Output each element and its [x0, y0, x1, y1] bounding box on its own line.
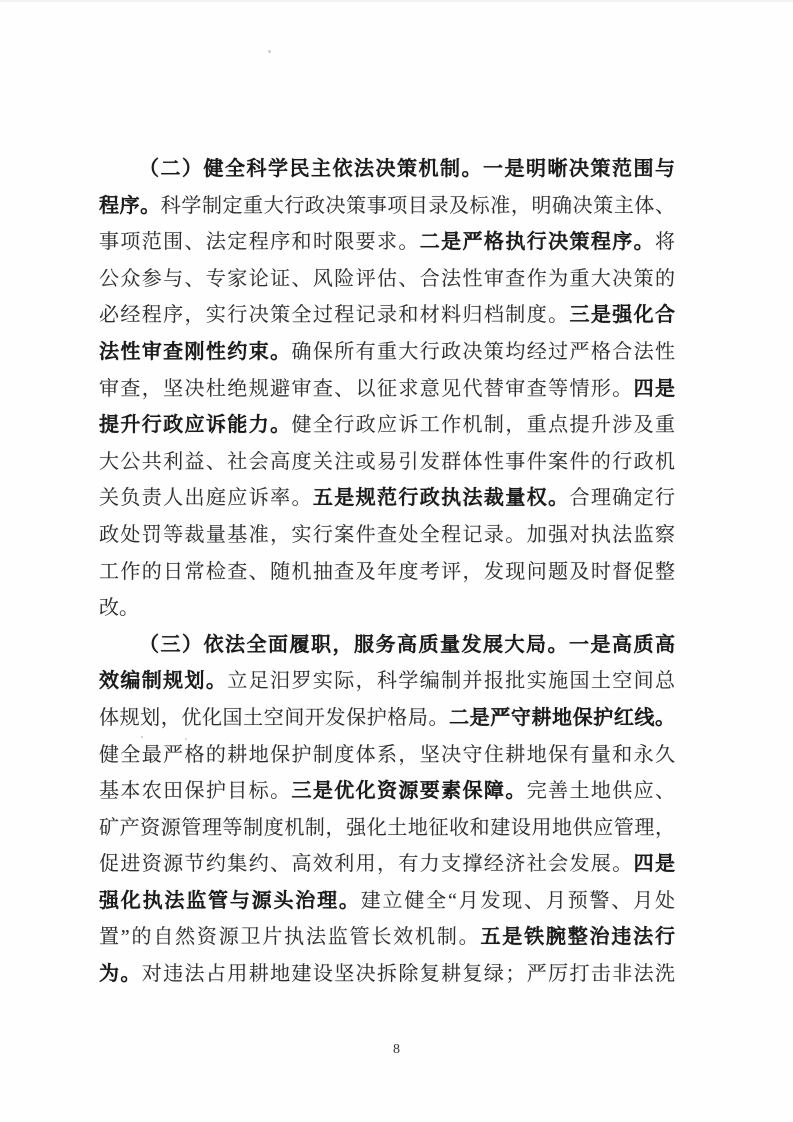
- text-line-4: [99, 261, 675, 298]
- text-segment: 事项范围、法定程序和时限要求。: [99, 231, 420, 254]
- bold-text-segment: 一是明晰决策范围与: [483, 158, 675, 180]
- bold-text-segment: 法性审查刚性约束。: [99, 340, 292, 363]
- text-segment: 置”的自然资源卫片执法监管长效机制。: [99, 926, 481, 949]
- text-segment: 改。: [99, 597, 139, 620]
- bold-text-segment: 二是严守耕地保护红线。: [449, 706, 675, 729]
- bold-text-segment: 三是强化合: [569, 304, 675, 327]
- text-line-20: [99, 846, 675, 883]
- text-line-19: [99, 810, 675, 847]
- text-segment: 健全最严格的耕地保护制度体系，坚决守住耕地保有量和永久: [99, 743, 675, 766]
- text-line-7: [99, 371, 675, 408]
- text-segment: 完善土地供应、: [526, 780, 675, 803]
- text-line-23: [99, 956, 675, 993]
- text-segment: 关负责人出庭应诉率。: [99, 487, 313, 510]
- text-line-16: [99, 700, 675, 737]
- text-segment: 将: [655, 231, 675, 254]
- bold-text-segment: 二是严格执行决策程序。: [419, 231, 656, 254]
- text-line-9: [99, 444, 675, 481]
- bold-text-segment: 四是: [633, 377, 675, 400]
- bold-text-segment: 五是规范行政执法裁量权。: [312, 487, 570, 510]
- scan-speck: [268, 50, 271, 53]
- bold-text-segment: 强化执法监管与源头治理。: [99, 889, 361, 912]
- text-line-3: [99, 224, 675, 261]
- bold-text-segment: 三是优化资源要素保障。: [291, 780, 527, 803]
- text-segment: 矿产资源管理等制度机制，强化土地征收和建设用地供应管理，: [99, 816, 675, 839]
- text-line-6: [99, 334, 675, 371]
- bold-text-segment: 程序。: [99, 194, 161, 217]
- text-segment: 政处罚等裁量基准，实行案件查处全程记录。加强对执法监察: [99, 523, 675, 546]
- document-body: [99, 151, 675, 993]
- text-line-21: [99, 883, 675, 920]
- text-line-1: [99, 151, 675, 188]
- text-segment: 合理确定行: [569, 487, 675, 510]
- bold-text-segment: 一是高质高: [569, 633, 675, 656]
- text-line-13: [99, 590, 675, 627]
- text-segment: 建立健全“月发现、月预警、月处: [360, 889, 675, 912]
- text-line-22: [99, 919, 675, 956]
- text-line-12: [99, 554, 675, 591]
- text-segment: 科学制定重大行政决策事项目录及标准，明确决策主体、: [160, 194, 675, 217]
- text-segment: 大公共利益、社会高度关注或易引发群体性事件案件的行政机: [99, 450, 675, 473]
- bold-text-segment: （二）健全科学民主依法决策机制。: [139, 158, 483, 180]
- text-line-18: [99, 773, 675, 810]
- text-segment: 对违法占用耕地建设坚决拆除复耕复绿；严厉打击非法洗: [141, 963, 675, 986]
- bold-text-segment: 提升行政应诉能力。: [99, 414, 292, 437]
- bold-text-segment: 为。: [99, 963, 142, 986]
- text-line-10: [99, 480, 675, 517]
- bold-text-segment: （三）依法全面履职，服务高质量发展大局。: [139, 633, 569, 656]
- text-segment: 促进资源节约集约、高效利用，有力支撑经济社会发展。: [99, 853, 634, 876]
- text-line-8: [99, 407, 675, 444]
- text-segment: 工作的日常检查、随机抽查及年度考评，发现问题及时督促整: [99, 560, 675, 583]
- text-segment: 确保所有重大行政决策均经过严格合法性: [291, 340, 675, 363]
- text-segment: 健全行政应诉工作机制，重点提升涉及重: [291, 414, 675, 437]
- text-segment: 必经程序，实行决策全过程记录和材料归档制度。: [99, 304, 570, 327]
- bold-text-segment: 效编制规划。: [99, 670, 228, 693]
- text-line-17: [99, 737, 675, 774]
- page-number: 8: [393, 1042, 400, 1057]
- text-line-15: [99, 663, 675, 700]
- text-segment: 基本农田保护目标。: [99, 780, 292, 803]
- scan-edge-artifact: [0, 0, 793, 2]
- text-segment: 体规划，优化国土空间开发保护格局。: [99, 706, 450, 729]
- text-line-5: [99, 297, 675, 334]
- text-segment: 立足汨罗实际，科学编制并报批实施国土空间总: [227, 670, 675, 693]
- text-line-14: [99, 627, 675, 664]
- text-line-2: [99, 188, 675, 225]
- text-line-11: [99, 517, 675, 554]
- bold-text-segment: 五是铁腕整治违法行: [480, 926, 675, 949]
- text-segment: 公众参与、专家论证、风险评估、合法性审查作为重大决策的: [99, 267, 675, 290]
- text-segment: 审查，坚决杜绝规避审查、以征求意见代替审查等情形。: [99, 377, 634, 400]
- bold-text-segment: 四是: [633, 853, 675, 876]
